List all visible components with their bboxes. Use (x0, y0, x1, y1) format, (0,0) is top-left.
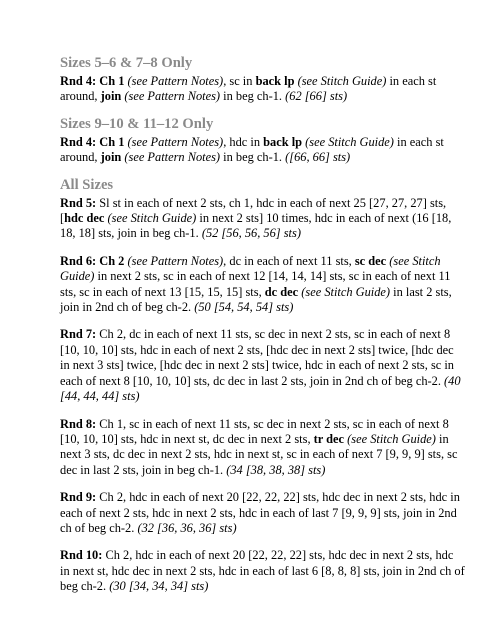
ref-pattern-notes: (see Pattern Notes) (124, 150, 221, 165)
stitch-count: (30 [34, 34, 34] sts) (109, 579, 209, 594)
ref-stitch-guide: (see Stitch Guide) (347, 431, 436, 446)
term-tr-dec: tr dec (313, 431, 345, 446)
stitch-count: (32 [36, 36, 36] sts) (137, 520, 237, 535)
stitch-count: (52 [56, 56, 56] sts) (201, 226, 301, 241)
text: in next 3 sts, dc dec in next 2 sts, hdc in next st, sc in each of next 7 [9, 9, 9] sts, sc dec in last 2 sts, join in beg ch-1. (60, 431, 458, 477)
rnd-4-sizes-5-8 (60, 74, 465, 105)
section-heading-all-sizes: All Sizes (60, 176, 114, 193)
rnd-10 (60, 548, 465, 594)
ref-pattern-notes: (see Pattern Notes) (127, 134, 224, 149)
ref-stitch-guide: (see Stitch Guide) (297, 74, 387, 88)
rnd-9 (60, 490, 465, 536)
stitch-count: (50 [54, 54, 54] sts) (194, 300, 294, 315)
stitch-count: (34 [38, 38, 38] sts) (226, 462, 326, 477)
term-ch: Ch 1 (99, 74, 125, 88)
term-join: join (100, 89, 122, 104)
rnd-8 (60, 417, 465, 479)
term-back-lp: back lp (255, 74, 295, 88)
rnd-label: Rnd 10: (60, 548, 103, 563)
rnd-label: Rnd 8: (60, 416, 97, 431)
term-ch: Ch 1 (99, 134, 125, 149)
text: in next 2 sts, sc in each of next 12 [14, 14, 14] sts, sc in each of next 11 sts, sc in each of next 13 [15, 15, 15] sts, (60, 269, 451, 299)
text: Ch 2, hdc in each of next 20 [22, 22, 22] sts, hdc dec in next 2 sts, hdc in each of next 2 sts, hdc in next 2 sts, hdc in each of last 7 [9, 9, 9] sts, join in 2nd ch of beg ch-2. (60, 490, 460, 535)
rnd-6 (60, 254, 465, 316)
term-back-lp: back lp (263, 134, 303, 149)
text: in each st around, (60, 74, 437, 104)
ref-stitch-guide: (see Stitch Guide) (305, 134, 394, 149)
ref-stitch-guide: (see Stitch Guide) (60, 253, 441, 284)
text: , sc in (223, 74, 253, 88)
text: Ch 2, dc in each of next 11 sts, sc dec in next 2 sts, sc in each of next 8 [10, 10, 10] sts, hdc in each of next 2 sts, [hdc dec in next 2 sts] twice, [hdc dec in next 3 sts] twice, [hdc dec in next 2 sts] twice, hdc in each of next 2 sts, sc in each of next 8 [10, 10, 10] sts, dc dec in last 2 sts, join in 2nd ch of beg ch-2. (60, 327, 454, 388)
rnd-4-sizes-9-12 (60, 135, 465, 166)
text: in beg ch-1. (223, 150, 283, 165)
text: Ch 2, hdc in each of next 20 [22, 22, 22] sts, hdc dec in next 2 sts, hdc in next st, hdc dec in next 2 sts, hdc in each of last 6 [8, 8, 8] sts, join in 2nd ch of beg ch-2. (60, 548, 465, 594)
rnd-7 (60, 327, 465, 404)
term-sc-dec: sc dec (354, 253, 387, 268)
section-heading-sizes-5-8: Sizes 5–6 & 7–8 Only (60, 55, 193, 71)
term-dc-dec: dc dec (264, 284, 299, 299)
rnd-label: Rnd 7: (60, 327, 97, 342)
rnd-label: Rnd 5: (60, 195, 97, 210)
section-heading-sizes-9-12: Sizes 9–10 & 11–12 Only (60, 115, 214, 132)
stitch-count: ([66, 66] sts) (285, 150, 351, 165)
stitch-count: (62 [66] sts) (285, 89, 348, 104)
text: in beg ch-1. (223, 89, 283, 104)
text: in next 2 sts] 10 times, hdc in each of next (16 [18, 18, 18] sts, join in beg ch-1. (60, 211, 452, 241)
rnd-label: Rnd 4: (60, 74, 97, 88)
rnd-label: Rnd 9: (60, 490, 97, 505)
rnd-label: Rnd 6: Ch 2 (60, 253, 125, 268)
text: Sl st in each of next 2 sts, ch 1, hdc in each of next 25 [27, 27, 27] sts, [ (60, 195, 447, 226)
term-join: join (100, 150, 122, 165)
text: in each st around, (60, 134, 444, 165)
rnd-5 (60, 196, 465, 242)
text: Ch 1, sc in each of next 11 sts, sc dec in next 2 sts, sc in each of next 8 [10, 10, 10] sts, hdc in next st, dc dec in next 2 sts, (60, 416, 449, 446)
ref-stitch-guide: (see Stitch Guide) (301, 284, 391, 299)
text: in last 2 sts, join in 2nd ch of beg ch-2. (60, 284, 452, 315)
ref-stitch-guide: (see Stitch Guide) (107, 211, 197, 226)
ref-pattern-notes: (see Pattern Notes) (127, 253, 224, 268)
term-hdc-dec: hdc dec (64, 211, 105, 226)
ref-pattern-notes: (see Pattern Notes) (124, 89, 221, 104)
ref-pattern-notes: (see Pattern Notes) (127, 74, 224, 88)
rnd-label: Rnd 4: (60, 134, 97, 149)
text: , hdc in (223, 134, 261, 149)
stitch-count: (40 [44, 44, 44] sts) (60, 373, 461, 404)
text: , dc in each of next 11 sts, (223, 253, 352, 268)
